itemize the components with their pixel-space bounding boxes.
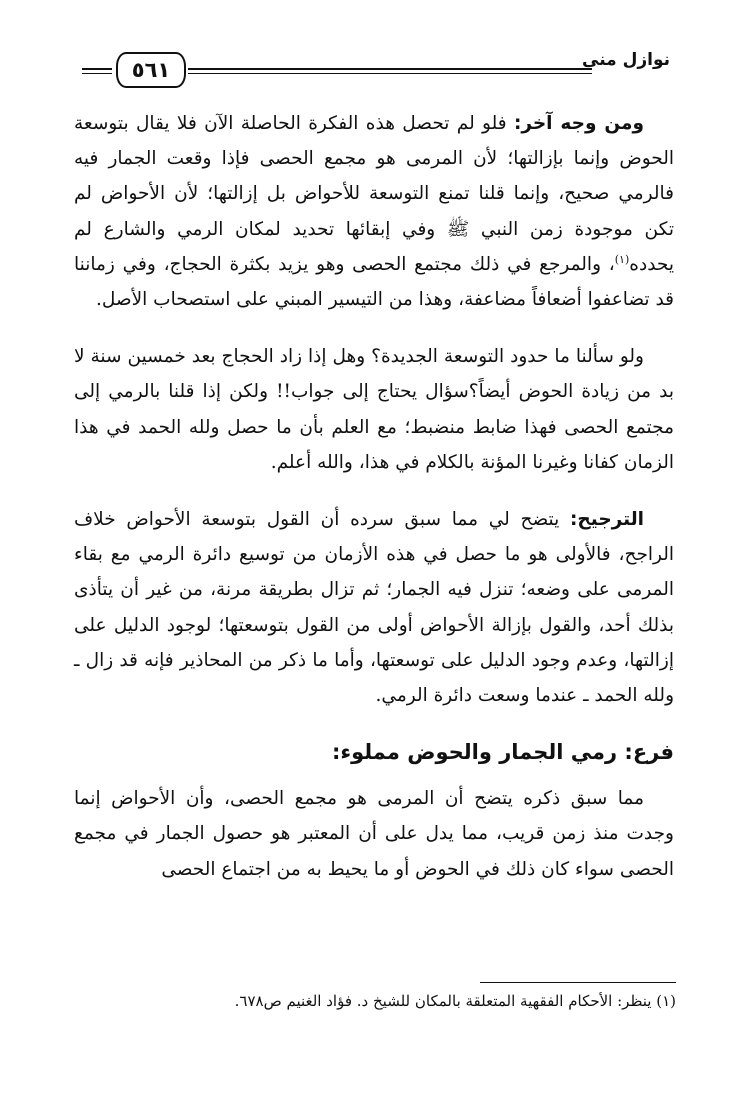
paragraph-branch (74, 781, 674, 887)
footnote-reference[interactable]: (١) (614, 252, 630, 266)
paragraph-text: مما سبق ذكره يتضح أن المرمى هو مجمع الحصى، وأن الأحواض إنما وجدت منذ زمن قريب، مما يدل على أن المعتبر هو حصول الجمار في مجمع الحصى سواء كان ذلك في الحوض أو ما يحيط به من اجتماع الحصى (74, 788, 674, 880)
header-rule (188, 68, 592, 74)
paragraph-another-aspect (74, 106, 674, 317)
paragraph-lead: ومن وجه آخر: (513, 113, 644, 134)
paragraph-question (74, 339, 674, 480)
page-body (74, 106, 674, 887)
paragraph-text: يتضح لي مما سبق سرده أن القول بتوسعة الأحواض خلاف الراجح، فالأولى هو ما حصل في هذه الأزمان من توسيع دائرة الرمي مع بقاء المرمى على وضعه؛ تنزل فيه الجمار؛ ثم تزال بطريقة مرنة، من غير أن يتأذى بذلك أحد، والقول بإزالة الأحواض أولى من القول بتوسعتها؛ لوجود الدليل على إزالتها، وعدم وجود الدليل على توسعتها، وأما ما ذكر من المحاذير فإنه قد زال ـ ولله الحمد ـ عندما وسعت دائرة الرمي. (74, 509, 674, 707)
paragraph-lead: الترجيح: (570, 509, 644, 531)
book-title: نوازل منى (582, 50, 670, 70)
paragraph-text: ولو سألنا ما حدود التوسعة الجديدة؟ وهل إذا زاد الحجاج بعد خمسين سنة لا بد من زيادة الحوض أيضاً؟سؤال يحتاج إلى جواب!! ولكن إذا قلنا بالرمي إلى مجتمع الحصى فهذا ضابط منضبط؛ مع العلم بأن ما حصل ولله الحمد في هذا الزمان كفانا وغيرنا المؤنة بالكلام في هذا، والله أعلم. (74, 346, 674, 473)
page-header (82, 40, 670, 90)
paragraph-text: فلو لم تحصل هذه الفكرة الحاصلة الآن فلا يقال بتوسعة الحوض وإنما بإزالتها؛ لأن المرمى هو مجمع الحصى فإذا وقعت الجمار فيه فالرمي صحيح، وإنما قلنا تمنع التوسعة للأحواض بل إزالتها؛ لأن الأحواض لم تكن موجودة زمن النبي ﷺ وفي إبقائها تحديد لمكان الرمي والشارع لم يحدده (74, 113, 674, 275)
paragraph-preference (74, 502, 674, 713)
section-subheading: فرع: رمي الجمار والحوض مملوء: (331, 740, 674, 765)
page-number: ٥٦١ (116, 52, 186, 88)
header-rule-left (82, 68, 112, 74)
paragraph-text: ، والمرجع في ذلك مجتمع الحصى وهو يزيد بكثرة الحجاج، وفي زماننا قد تضاعفوا أضعافاً مضاعفة، وهذا من التيسير المبني على استصحاب الأصل. (74, 253, 674, 311)
footnote: (١) ينظر: الأحكام الفقهية المتعلقة بالمكان للشيخ د. فؤاد الغنيم ص٦٧٨. (234, 992, 676, 1010)
footnote-divider (480, 982, 676, 983)
